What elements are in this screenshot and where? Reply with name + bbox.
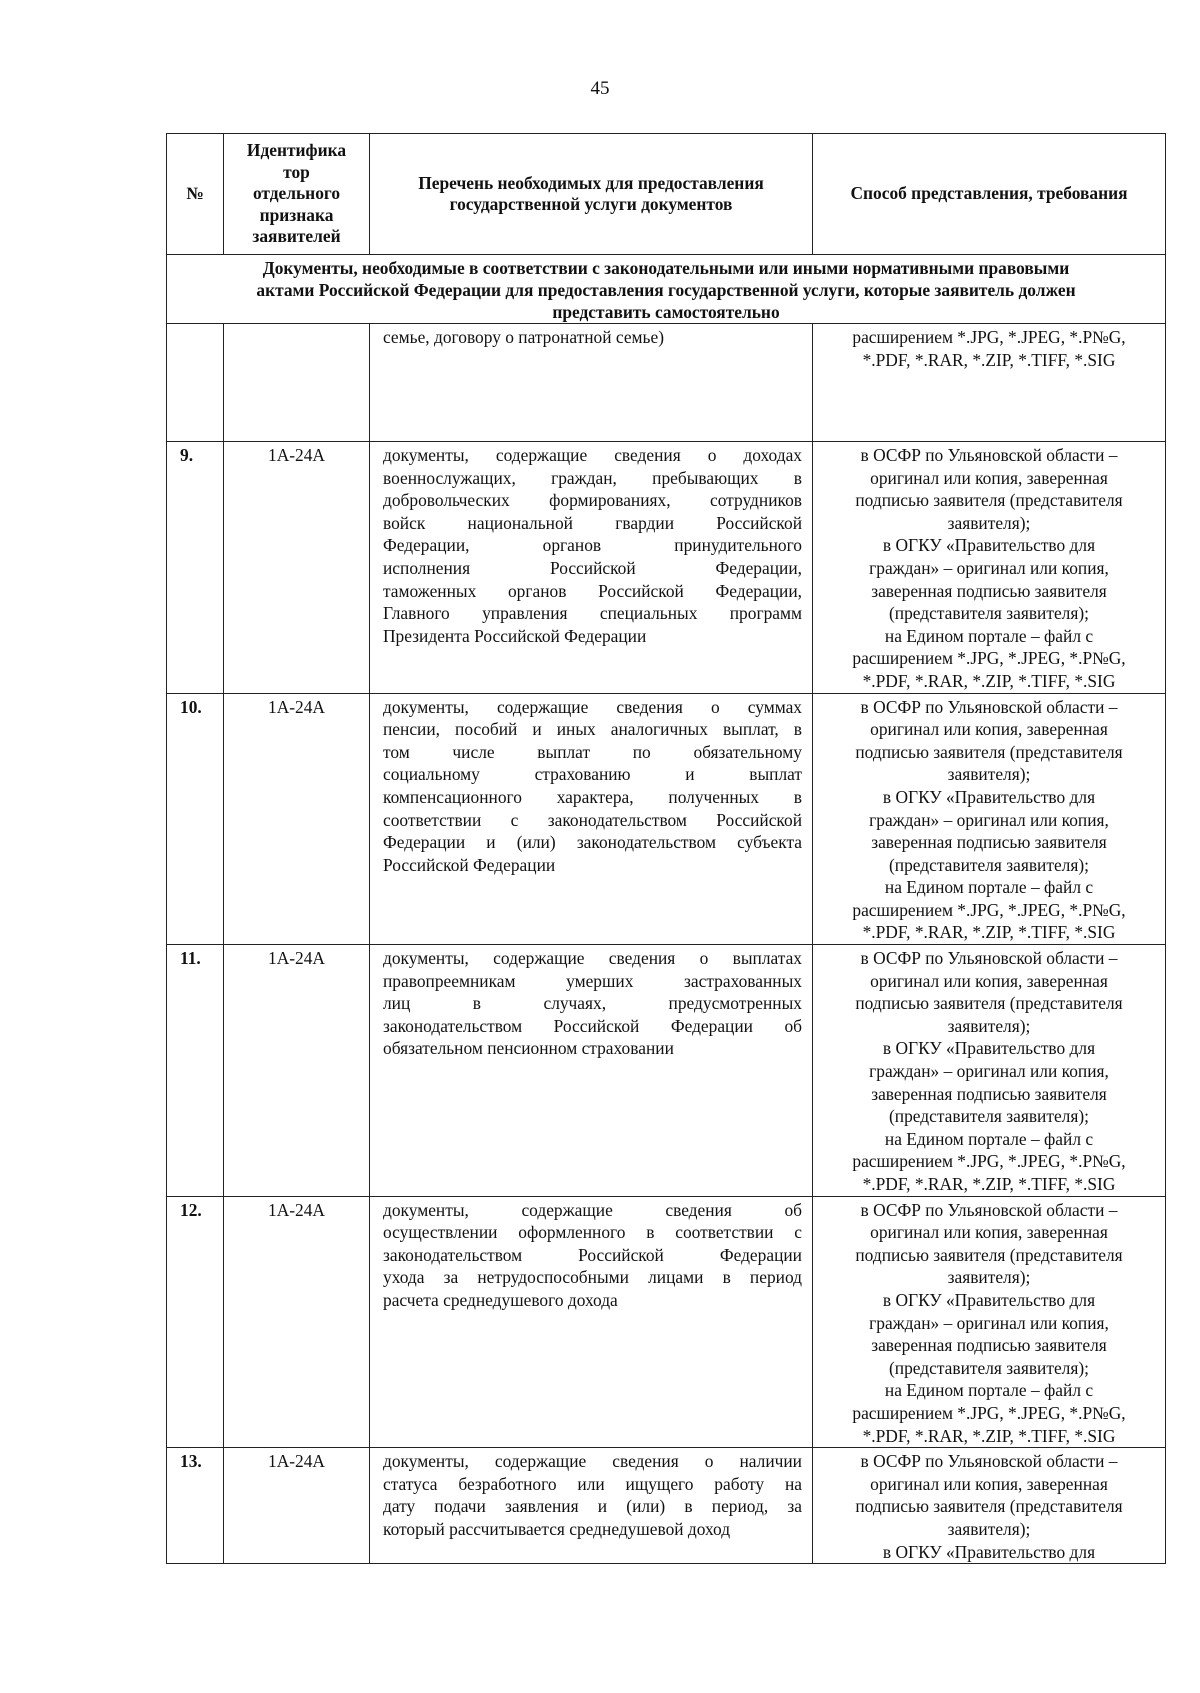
requirements-line: расширением *.JPG, *.JPEG, *.P№G, xyxy=(852,899,1126,920)
row-identifier: 1А-24А xyxy=(224,1448,370,1564)
documents-line: Российской Федерации xyxy=(383,854,556,875)
table-header-row xyxy=(167,134,1166,255)
requirements-line: в ОСФР по Ульяновской области – xyxy=(860,1451,1118,1472)
requirements-line: заверенная подписью заявителя xyxy=(871,1083,1107,1104)
documents-line: таможенных органов Российской Федерации, xyxy=(383,580,802,601)
header-identifier-line: признака xyxy=(259,204,334,225)
documents-line: обязательном пенсионном страховании xyxy=(383,1038,674,1059)
table-row xyxy=(167,324,1166,442)
requirements-line: на Едином портале – файл с xyxy=(884,877,1094,898)
requirements-line: (представителя заявителя); xyxy=(889,603,1089,624)
documents-line: дату подачи заявления и (или) в период, за xyxy=(383,1496,802,1517)
section-title-line: Документы, необходимые в соответствии с законодательными или иными нормативными правовыми xyxy=(262,258,1070,278)
requirements-line: граждан» – оригинал или копия, xyxy=(869,1061,1109,1082)
row-identifier xyxy=(224,324,370,442)
documents-line: компенсационного характера, полученных в xyxy=(383,786,802,807)
requirements-line: заявителя); xyxy=(947,1015,1031,1036)
row-number: 11. xyxy=(167,945,224,1197)
requirements-line: оригинал или копия, заверенная xyxy=(870,1473,1108,1494)
documents-line: соответствии с законодательством Российской xyxy=(383,809,802,830)
table-row xyxy=(167,945,1166,1197)
documents-line: документы, содержащие сведения об xyxy=(383,1199,802,1220)
section-title xyxy=(167,255,1166,324)
header-documents-line: государственной услуги документов xyxy=(449,194,733,214)
requirements-line: *.PDF, *.RAR, *.ZIP, *.TIFF, *.SIG xyxy=(862,670,1116,691)
header-identifier-line: Идентифика xyxy=(246,140,347,161)
documents-line: документы, содержащие сведения о суммах xyxy=(383,696,802,717)
documents-line: социальному страхованию и выплат xyxy=(383,764,802,785)
documents-line: Главного управления специальных программ xyxy=(383,603,802,624)
requirements-line: расширением *.JPG, *.JPEG, *.P№G, xyxy=(852,648,1126,669)
table-row xyxy=(167,1196,1166,1448)
row-identifier: 1А-24А xyxy=(224,442,370,694)
requirements-line: подписью заявителя (представителя xyxy=(855,741,1123,762)
requirements-line: в ОГКУ «Правительство для xyxy=(882,1541,1096,1562)
requirements-line: в ОГКУ «Правительство для xyxy=(882,1038,1096,1059)
requirements-line: граждан» – оригинал или копия, xyxy=(869,1312,1109,1333)
section-title-line: представить самостоятельно xyxy=(552,302,780,322)
documents-line: ухода за нетрудоспособными лицами в период xyxy=(383,1267,802,1288)
documents-line: правопреемникам умерших застрахованных xyxy=(383,970,802,991)
documents-line: который рассчитывается среднедушевой доход xyxy=(383,1518,731,1539)
row-documents xyxy=(370,1196,813,1448)
requirements-line: граждан» – оригинал или копия, xyxy=(869,557,1109,578)
requirements-line: заявителя); xyxy=(947,1518,1031,1539)
row-requirements xyxy=(813,693,1166,945)
documents-line: Президента Российской Федерации xyxy=(383,625,647,646)
requirements-line: граждан» – оригинал или копия, xyxy=(869,809,1109,830)
documents-line: Федерации, органов принудительного xyxy=(383,535,802,556)
header-num: № xyxy=(167,134,224,255)
requirements-line: заверенная подписью заявителя xyxy=(871,832,1107,853)
requirements-line: *.PDF, *.RAR, *.ZIP, *.TIFF, *.SIG xyxy=(862,922,1116,943)
documents-line: пенсии, пособий и иных аналогичных выплат, в xyxy=(383,719,802,740)
section-title-line: актами Российской Федерации для предоставления государственной услуги, которые заявитель должен xyxy=(256,280,1076,300)
requirements-line: на Едином портале – файл с xyxy=(884,625,1094,646)
requirements-line: заверенная подписью заявителя xyxy=(871,580,1107,601)
header-documents xyxy=(370,134,813,255)
row-identifier: 1А-24А xyxy=(224,1196,370,1448)
requirements-line: в ОСФР по Ульяновской области – xyxy=(860,1199,1118,1220)
documents-line: законодательством Российской Федерации об xyxy=(383,1015,802,1036)
row-documents xyxy=(370,693,813,945)
header-identifier-line: заявителей xyxy=(252,226,341,247)
documents-line: статуса безработного или ищущего работу на xyxy=(383,1473,802,1494)
header-method: Способ представления, требования xyxy=(813,134,1166,255)
requirements-line: в ОГКУ «Правительство для xyxy=(882,786,1096,807)
header-documents-line: Перечень необходимых для предоставления xyxy=(418,172,764,193)
row-documents xyxy=(370,1448,813,1564)
documents-line: осуществлении оформленного в соответствии с xyxy=(383,1222,802,1243)
section-title-row xyxy=(167,255,1166,324)
requirements-line: (представителя заявителя); xyxy=(889,1357,1089,1378)
documents-line: исполнения Российской Федерации, xyxy=(383,557,802,578)
header-identifier-line: отдельного xyxy=(252,183,341,204)
requirements-line: заверенная подписью заявителя xyxy=(871,1335,1107,1356)
row-identifier: 1А-24А xyxy=(224,945,370,1197)
row-requirements xyxy=(813,1448,1166,1564)
row-number: 9. xyxy=(167,442,224,694)
row-number xyxy=(167,324,224,442)
requirements-line: в ОСФР по Ульяновской области – xyxy=(860,445,1118,465)
header-identifier xyxy=(224,134,370,255)
requirements-line: в ОСФР по Ульяновской области – xyxy=(860,696,1118,717)
requirements-line: подписью заявителя (представителя xyxy=(855,1244,1123,1265)
requirements-line: оригинал или копия, заверенная xyxy=(870,467,1108,488)
documents-line: документы, содержащие сведения о выплатах xyxy=(383,948,802,969)
documents-line: расчета среднедушевого дохода xyxy=(383,1289,618,1310)
documents-line: лиц в случаях, предусмотренных xyxy=(383,993,802,1014)
row-identifier: 1А-24А xyxy=(224,693,370,945)
requirements-line: *.PDF, *.RAR, *.ZIP, *.TIFF, *.SIG xyxy=(862,1174,1116,1194)
requirements-line: подписью заявителя (представителя xyxy=(855,1496,1123,1517)
requirements-line: на Едином портале – файл с xyxy=(884,1128,1094,1149)
requirements-line: заявителя); xyxy=(947,512,1031,533)
requirements-line: (представителя заявителя); xyxy=(889,854,1089,875)
documents-line: Федерации и (или) законодательством субъекта xyxy=(383,832,802,853)
documents-table xyxy=(166,133,1166,1564)
requirements-line: подписью заявителя (представителя xyxy=(855,490,1123,511)
documents-line: добровольческих формированиях, сотрудников xyxy=(383,490,802,511)
row-documents xyxy=(370,324,813,442)
table-row xyxy=(167,1448,1166,1564)
row-requirements xyxy=(813,945,1166,1197)
page-number: 45 xyxy=(590,78,610,99)
row-requirements xyxy=(813,324,1166,442)
requirements-line: расширением *.JPG, *.JPEG, *.P№G, xyxy=(852,1151,1126,1172)
documents-line: войск национальной гвардии Российской xyxy=(383,512,802,533)
row-documents xyxy=(370,945,813,1197)
requirements-line: на Едином портале – файл с xyxy=(884,1380,1094,1401)
row-documents xyxy=(370,442,813,694)
row-number: 12. xyxy=(167,1196,224,1448)
documents-line: документы, содержащие сведения о доходах xyxy=(383,445,802,465)
header-identifier-line: тор xyxy=(283,161,310,182)
requirements-line: *.PDF, *.RAR, *.ZIP, *.TIFF, *.SIG xyxy=(862,349,1116,370)
row-number: 10. xyxy=(167,693,224,945)
requirements-line: подписью заявителя (представителя xyxy=(855,993,1123,1014)
requirements-line: заявителя); xyxy=(947,764,1031,785)
requirements-line: в ОСФР по Ульяновской области – xyxy=(860,948,1118,969)
requirements-line: расширением *.JPG, *.JPEG, *.P№G, xyxy=(852,327,1126,347)
documents-line: том числе выплат по обязательному xyxy=(383,741,802,762)
row-requirements xyxy=(813,1196,1166,1448)
requirements-line: *.PDF, *.RAR, *.ZIP, *.TIFF, *.SIG xyxy=(862,1425,1116,1446)
requirements-line: заявителя); xyxy=(947,1267,1031,1288)
requirements-line: (представителя заявителя); xyxy=(889,1106,1089,1127)
row-requirements xyxy=(813,442,1166,694)
row-number: 13. xyxy=(167,1448,224,1564)
documents-line: военнослужащих, граждан, пребывающих в xyxy=(383,467,802,488)
requirements-line: расширением *.JPG, *.JPEG, *.P№G, xyxy=(852,1402,1126,1423)
table-row xyxy=(167,442,1166,694)
documents-line: документы, содержащие сведения о наличии xyxy=(383,1451,802,1472)
requirements-line: оригинал или копия, заверенная xyxy=(870,970,1108,991)
requirements-line: оригинал или копия, заверенная xyxy=(870,1222,1108,1243)
requirements-line: оригинал или копия, заверенная xyxy=(870,719,1108,740)
documents-line: законодательством Российской Федерации xyxy=(383,1244,802,1265)
documents-line: семье, договору о патронатной семье) xyxy=(383,327,664,347)
requirements-line: в ОГКУ «Правительство для xyxy=(882,1289,1096,1310)
table-row xyxy=(167,693,1166,945)
requirements-line: в ОГКУ «Правительство для xyxy=(882,535,1096,556)
